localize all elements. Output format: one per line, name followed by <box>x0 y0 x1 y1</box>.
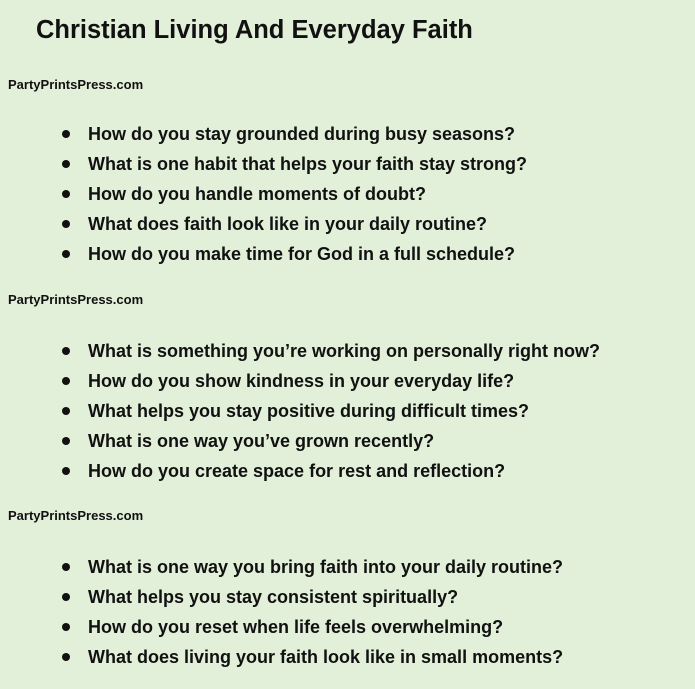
list-item <box>0 456 600 486</box>
question-text: What is one way you’ve grown recently? <box>88 431 435 451</box>
list-item <box>0 612 563 642</box>
bullet-icon <box>62 377 70 385</box>
bullet-icon <box>62 593 70 601</box>
question-list <box>0 119 527 269</box>
question-text: How do you create space for rest and reflection? <box>88 461 506 481</box>
bullet-icon <box>62 250 70 258</box>
list-item <box>0 396 600 426</box>
bullet-icon <box>62 347 70 355</box>
bullet-icon <box>62 467 70 475</box>
bullet-icon <box>62 220 70 228</box>
question-text: What helps you stay consistent spiritually? <box>88 587 459 607</box>
bullet-icon <box>62 160 70 168</box>
list-item <box>0 552 563 582</box>
question-text: What does living your faith look like in small moments? <box>88 647 564 667</box>
question-list <box>0 336 600 486</box>
question-text: How do you show kindness in your everyday life? <box>88 371 515 391</box>
question-text: How do you make time for God in a full schedule? <box>88 244 516 264</box>
question-list <box>0 552 563 672</box>
bullet-icon <box>62 563 70 571</box>
bullet-icon <box>62 653 70 661</box>
list-item <box>0 582 563 612</box>
source-label: PartyPrintsPress.com <box>8 77 144 92</box>
bullet-icon <box>62 130 70 138</box>
bullet-icon <box>62 437 70 445</box>
list-item <box>0 426 600 456</box>
list-item <box>0 179 527 209</box>
question-text: What is one way you bring faith into your daily routine? <box>88 557 564 577</box>
list-item <box>0 119 527 149</box>
question-text: How do you handle moments of doubt? <box>88 184 426 204</box>
list-item <box>0 642 563 672</box>
question-text: What does faith look like in your daily routine? <box>88 214 488 234</box>
list-item <box>0 239 527 269</box>
page-title: Christian Living And Everyday Faith <box>36 16 473 44</box>
source-label: PartyPrintsPress.com <box>8 292 144 307</box>
bullet-icon <box>62 407 70 415</box>
question-text: What helps you stay positive during difficult times? <box>88 401 530 421</box>
list-item <box>0 366 600 396</box>
list-item <box>0 149 527 179</box>
bullet-icon <box>62 190 70 198</box>
question-text: What is one habit that helps your faith stay strong? <box>88 154 528 174</box>
question-text: What is something you’re working on personally right now? <box>88 341 601 361</box>
list-item <box>0 336 600 366</box>
bullet-icon <box>62 623 70 631</box>
source-label: PartyPrintsPress.com <box>8 508 144 523</box>
question-text: How do you reset when life feels overwhelming? <box>88 617 504 637</box>
list-item <box>0 209 527 239</box>
question-text: How do you stay grounded during busy seasons? <box>88 124 516 144</box>
